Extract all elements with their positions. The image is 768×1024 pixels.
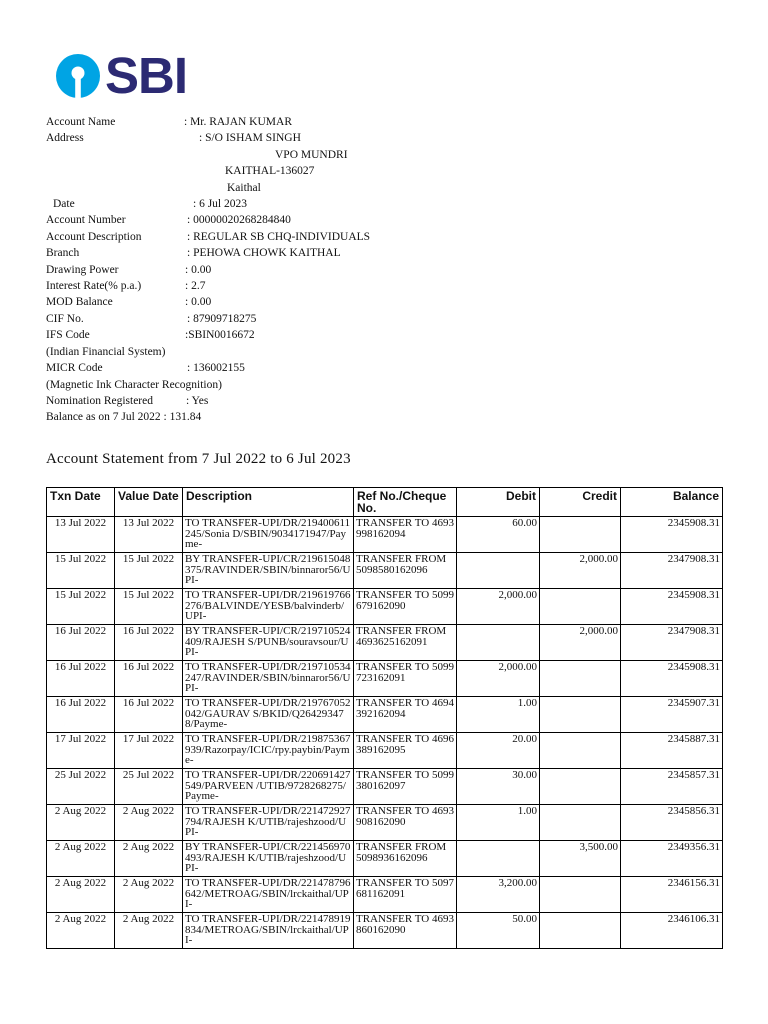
debit-cell (457, 661, 540, 697)
description-cell (183, 553, 354, 589)
credit-cell-text (542, 878, 618, 911)
balance-cell (621, 733, 723, 769)
drawing-power-value: : 0.00 (185, 264, 212, 276)
balance-cell (621, 805, 723, 841)
ref-no-cell-text: TRANSFER FROM 5098936162096 (356, 842, 447, 864)
credit-cell-text (542, 698, 618, 731)
debit-cell-text (459, 626, 537, 659)
debit-cell-text: 3,200.00 (498, 878, 537, 889)
txn-date-cell (47, 553, 115, 589)
credit-cell-text: 3,500.00 (579, 842, 618, 853)
table-row (47, 553, 723, 589)
balance-cell-text: 2346106.31 (667, 914, 720, 925)
header-txn-date: Txn Date (47, 488, 115, 517)
value-date-cell-text: 17 Jul 2022 (122, 734, 175, 745)
description-cell-text: TO TRANSFER-UPI/DR/221478796642/METROAG/SBIN/lrckaithal/UPI- (185, 878, 351, 911)
txn-date-cell (47, 841, 115, 877)
txn-date-cell-text: 16 Jul 2022 (54, 626, 107, 637)
cif-label: CIF No. (46, 313, 84, 325)
credit-cell (540, 805, 621, 841)
ref-no-cell (354, 841, 457, 877)
debit-cell (457, 877, 540, 913)
debit-cell-text: 1.00 (517, 806, 537, 817)
table-row (47, 625, 723, 661)
description-cell (183, 697, 354, 733)
txn-date-cell-text: 25 Jul 2022 (54, 770, 107, 781)
ifs-code-value: :SBIN0016672 (185, 329, 255, 341)
txn-date-cell (47, 697, 115, 733)
credit-cell-text (542, 914, 618, 947)
txn-date-cell (47, 805, 115, 841)
description-cell-text: BY TRANSFER-UPI/CR/219710524409/RAJESH S/PUNB/souravsour/UPI- (185, 626, 351, 659)
value-date-cell (115, 805, 183, 841)
balance-cell (621, 697, 723, 733)
description-cell (183, 661, 354, 697)
header-credit: Credit (540, 488, 621, 517)
balance-cell (621, 589, 723, 625)
credit-cell (540, 769, 621, 805)
ref-no-cell-text: TRANSFER TO 4693860162090 (356, 914, 454, 936)
credit-cell-text (542, 734, 618, 767)
value-date-cell (115, 877, 183, 913)
txn-date-cell (47, 877, 115, 913)
credit-cell (540, 841, 621, 877)
ref-no-cell-text: TRANSFER TO 5097681162091 (356, 878, 454, 900)
table-row (47, 517, 723, 553)
account-number-value: : 00000020268284840 (187, 214, 291, 226)
balance-cell (621, 517, 723, 553)
description-cell (183, 733, 354, 769)
balance-cell-text: 2345887.31 (667, 734, 720, 745)
description-cell (183, 625, 354, 661)
txn-date-cell-text: 16 Jul 2022 (54, 698, 107, 709)
value-date-cell (115, 913, 183, 949)
balance-cell-text: 2345907.31 (667, 698, 720, 709)
description-cell-text: TO TRANSFER-UPI/DR/220691427549/PARVEEN /UTIB/9728268275/Payme- (185, 770, 351, 803)
balance-cell (621, 661, 723, 697)
description-cell-text: TO TRANSFER-UPI/DR/221478919834/METROAG/SBIN/lrckaithal/UPI- (185, 914, 351, 947)
ifs-code-note: (Indian Financial System) (46, 346, 166, 358)
ref-no-cell (354, 697, 457, 733)
txn-date-cell (47, 733, 115, 769)
description-cell-text: BY TRANSFER-UPI/CR/219615048375/RAVINDER/SBIN/binnaror56/UPI- (185, 554, 351, 587)
description-cell (183, 913, 354, 949)
credit-cell (540, 877, 621, 913)
balance-cell-text: 2345857.31 (667, 770, 720, 781)
credit-cell-text (542, 770, 618, 803)
account-name-value: : Mr. RAJAN KUMAR (184, 116, 292, 128)
ref-no-cell (354, 769, 457, 805)
ref-no-cell-text: TRANSFER TO 4693998162094 (356, 518, 454, 540)
description-cell (183, 877, 354, 913)
debit-cell-text: 1.00 (517, 698, 537, 709)
value-date-cell-text: 16 Jul 2022 (122, 698, 175, 709)
debit-cell-text: 50.00 (512, 914, 537, 925)
statement-title: Account Statement from 7 Jul 2022 to 6 Jul 2023 (46, 451, 351, 467)
account-description-label: Account Description (46, 231, 142, 243)
interest-rate-value: : 2.7 (185, 280, 206, 292)
table-row (47, 733, 723, 769)
txn-date-cell-text: 2 Aug 2022 (54, 878, 107, 889)
balance-cell-text: 2345908.31 (667, 590, 720, 601)
balance-cell (621, 913, 723, 949)
debit-cell (457, 913, 540, 949)
table-row (47, 661, 723, 697)
balance-cell-text: 2347908.31 (667, 554, 720, 565)
balance-cell (621, 769, 723, 805)
credit-cell (540, 589, 621, 625)
account-number-label: Account Number (46, 214, 126, 226)
opening-balance: Balance as on 7 Jul 2022 : 131.84 (46, 411, 202, 423)
value-date-cell (115, 661, 183, 697)
address-line-2: VPO MUNDRI (275, 149, 348, 161)
credit-cell-text: 2,000.00 (579, 626, 618, 637)
debit-cell (457, 841, 540, 877)
value-date-cell-text: 2 Aug 2022 (122, 914, 175, 925)
cif-value: : 87909718275 (187, 313, 257, 325)
txn-date-cell (47, 913, 115, 949)
value-date-cell-text: 16 Jul 2022 (122, 626, 175, 637)
balance-cell-text: 2349356.31 (667, 842, 720, 853)
value-date-cell (115, 769, 183, 805)
description-cell (183, 589, 354, 625)
description-cell-text: TO TRANSFER-UPI/DR/219619766276/BALVINDE/YESB/balvinderb/UPI- (185, 590, 351, 623)
ref-no-cell-text: TRANSFER FROM 4693625162091 (356, 626, 447, 648)
branch-value: : PEHOWA CHOWK KAITHAL (187, 247, 341, 259)
table-row (47, 913, 723, 949)
value-date-cell (115, 841, 183, 877)
ref-no-cell-text: TRANSFER TO 4694392162094 (356, 698, 454, 720)
balance-cell (621, 553, 723, 589)
header-ref-no: Ref No./Cheque No. (354, 488, 457, 517)
ref-no-cell-text: TRANSFER TO 4693908162090 (356, 806, 454, 828)
credit-cell-text (542, 662, 618, 695)
value-date-cell-text: 2 Aug 2022 (122, 806, 175, 817)
sbi-logo-text: SBI (105, 47, 188, 104)
ref-no-cell-text: TRANSFER FROM 5098580162096 (356, 554, 447, 576)
credit-cell (540, 625, 621, 661)
txn-date-cell-text: 15 Jul 2022 (54, 554, 107, 565)
table-row (47, 697, 723, 733)
debit-cell-text: 2,000.00 (498, 590, 537, 601)
txn-date-cell-text: 2 Aug 2022 (54, 806, 107, 817)
value-date-cell-text: 13 Jul 2022 (122, 518, 175, 529)
txn-date-cell-text: 16 Jul 2022 (54, 662, 107, 673)
header-balance: Balance (621, 488, 723, 517)
debit-cell-text: 60.00 (512, 518, 537, 529)
credit-cell-text: 2,000.00 (579, 554, 618, 565)
drawing-power-label: Drawing Power (46, 264, 119, 276)
value-date-cell-text: 15 Jul 2022 (122, 590, 175, 601)
balance-cell-text: 2345856.31 (667, 806, 720, 817)
debit-cell-text: 20.00 (512, 734, 537, 745)
date-label: Date (53, 198, 75, 210)
date-value: : 6 Jul 2023 (193, 198, 247, 210)
micr-code-value: : 136002155 (187, 362, 245, 374)
balance-cell (621, 625, 723, 661)
ref-no-cell (354, 805, 457, 841)
debit-cell (457, 697, 540, 733)
txn-date-cell (47, 625, 115, 661)
mod-balance-label: MOD Balance (46, 296, 113, 308)
balance-cell (621, 841, 723, 877)
ref-no-cell (354, 733, 457, 769)
ref-no-cell (354, 877, 457, 913)
value-date-cell (115, 733, 183, 769)
debit-cell (457, 733, 540, 769)
value-date-cell (115, 697, 183, 733)
value-date-cell (115, 517, 183, 553)
balance-cell-text: 2346156.31 (667, 878, 720, 889)
debit-cell-text (459, 842, 537, 875)
description-cell-text: TO TRANSFER-UPI/DR/219875367939/Razorpay/ICIC/rpy.paybin/Payme- (185, 734, 351, 767)
credit-cell (540, 661, 621, 697)
ref-no-cell-text: TRANSFER TO 5099723162091 (356, 662, 454, 684)
nomination-label: Nomination Registered (46, 395, 153, 407)
address-label: Address (46, 132, 84, 144)
ref-no-cell (354, 553, 457, 589)
debit-cell (457, 589, 540, 625)
txn-date-cell (47, 517, 115, 553)
ref-no-cell-text: TRANSFER TO 5099380162097 (356, 770, 454, 792)
balance-cell-text: 2345908.31 (667, 662, 720, 673)
credit-cell (540, 517, 621, 553)
debit-cell (457, 769, 540, 805)
txn-date-cell-text: 17 Jul 2022 (54, 734, 107, 745)
account-name-label: Account Name (46, 116, 116, 128)
table-row (47, 589, 723, 625)
balance-cell-text: 2347908.31 (667, 626, 720, 637)
value-date-cell (115, 553, 183, 589)
credit-cell (540, 733, 621, 769)
header-debit: Debit (457, 488, 540, 517)
header-value-date: Value Date (115, 488, 183, 517)
txn-date-cell-text: 2 Aug 2022 (54, 842, 107, 853)
header-description: Description (183, 488, 354, 517)
credit-cell-text (542, 590, 618, 623)
ref-no-cell (354, 661, 457, 697)
txn-date-cell (47, 661, 115, 697)
ref-no-cell (354, 517, 457, 553)
txn-date-cell-text: 2 Aug 2022 (54, 914, 107, 925)
ref-no-cell (354, 625, 457, 661)
txn-date-cell (47, 589, 115, 625)
account-description-value: : REGULAR SB CHQ-INDIVIDUALS (187, 231, 371, 243)
transactions-table (46, 487, 723, 949)
debit-cell (457, 625, 540, 661)
value-date-cell-text: 16 Jul 2022 (122, 662, 175, 673)
ifs-code-label: IFS Code (46, 329, 90, 341)
ref-no-cell (354, 913, 457, 949)
description-cell-text: TO TRANSFER-UPI/DR/219767052042/GAURAV S/BKID/Q264293478/Payme- (185, 698, 351, 731)
address-line-3: KAITHAL-136027 (225, 165, 315, 177)
interest-rate-label: Interest Rate(% p.a.) (46, 280, 142, 292)
debit-cell-text: 2,000.00 (498, 662, 537, 673)
table-row (47, 805, 723, 841)
branch-label: Branch (46, 247, 80, 259)
micr-code-label: MICR Code (46, 362, 103, 374)
credit-cell-text (542, 806, 618, 839)
debit-cell-text (459, 554, 537, 587)
credit-cell (540, 553, 621, 589)
description-cell-text: TO TRANSFER-UPI/DR/219400611245/Sonia D/SBIN/9034171947/Payme- (185, 518, 351, 551)
nomination-value: : Yes (186, 395, 209, 407)
value-date-cell-text: 2 Aug 2022 (122, 878, 175, 889)
mod-balance-value: : 0.00 (185, 296, 212, 308)
value-date-cell (115, 625, 183, 661)
ref-no-cell-text: TRANSFER TO 5099679162090 (356, 590, 454, 612)
balance-cell-text: 2345908.31 (667, 518, 720, 529)
address-line-1: : S/O ISHAM SINGH (199, 132, 301, 144)
debit-cell (457, 805, 540, 841)
debit-cell-text: 30.00 (512, 770, 537, 781)
txn-date-cell (47, 769, 115, 805)
description-cell (183, 805, 354, 841)
table-row (47, 841, 723, 877)
ref-no-cell-text: TRANSFER TO 4696389162095 (356, 734, 454, 756)
value-date-cell (115, 589, 183, 625)
description-cell-text: TO TRANSFER-UPI/DR/221472927794/RAJESH K/UTIB/rajeshzood/UPI- (185, 806, 351, 839)
debit-cell (457, 517, 540, 553)
address-line-4: Kaithal (227, 182, 261, 194)
description-cell (183, 517, 354, 553)
value-date-cell-text: 25 Jul 2022 (122, 770, 175, 781)
description-cell (183, 841, 354, 877)
sbi-logo-icon (55, 53, 101, 99)
table-header-row (47, 488, 723, 517)
credit-cell (540, 913, 621, 949)
value-date-cell-text: 15 Jul 2022 (122, 554, 175, 565)
txn-date-cell-text: 13 Jul 2022 (54, 518, 107, 529)
table-row (47, 769, 723, 805)
credit-cell-text (542, 518, 618, 551)
description-cell-text: TO TRANSFER-UPI/DR/219710534247/RAVINDER/SBIN/binnaror56/UPI- (185, 662, 351, 695)
sbi-logo (55, 47, 188, 104)
balance-cell (621, 877, 723, 913)
debit-cell (457, 553, 540, 589)
value-date-cell-text: 2 Aug 2022 (122, 842, 175, 853)
description-cell (183, 769, 354, 805)
micr-code-note: (Magnetic Ink Character Recognition) (46, 379, 222, 391)
ref-no-cell (354, 589, 457, 625)
description-cell-text: BY TRANSFER-UPI/CR/221456970493/RAJESH K/UTIB/rajeshzood/UPI- (185, 842, 351, 875)
table-row (47, 877, 723, 913)
credit-cell (540, 697, 621, 733)
txn-date-cell-text: 15 Jul 2022 (54, 590, 107, 601)
